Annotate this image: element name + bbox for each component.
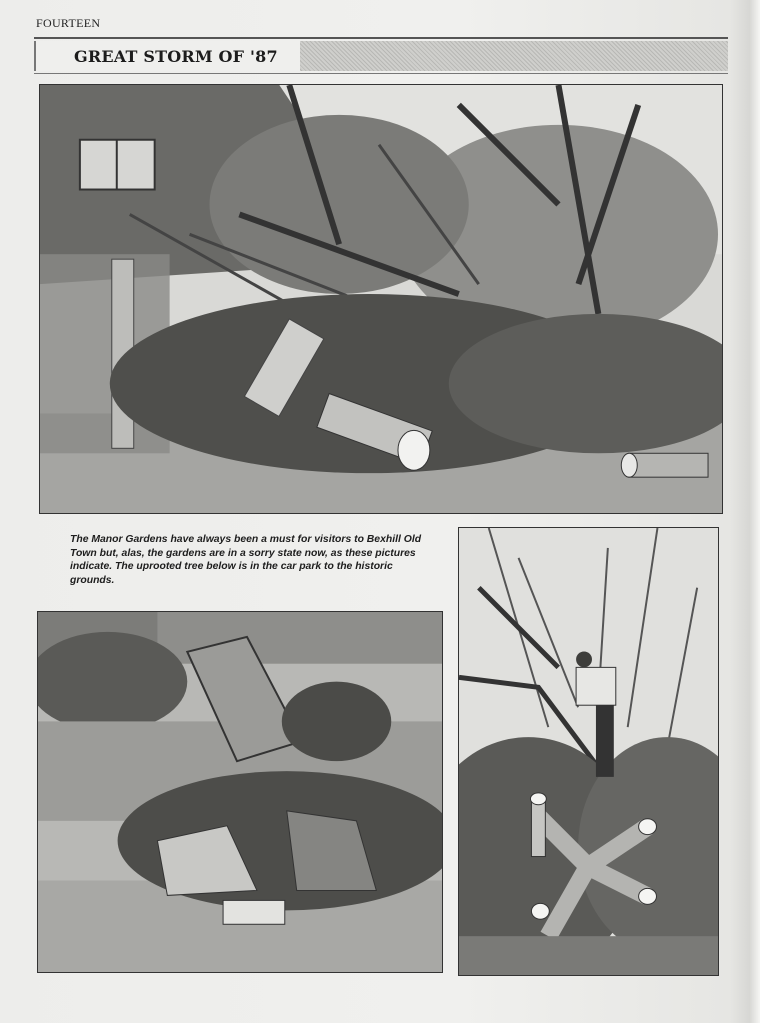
photo-man-on-fallen-tree xyxy=(458,527,719,976)
banner-bottom-rule xyxy=(34,73,728,74)
headline: GREAT STORM OF '87 xyxy=(74,46,278,66)
photo-uprooted-stump-image xyxy=(38,612,442,972)
section-label: FOURTEEN xyxy=(36,16,101,30)
photo-man-on-fallen-tree-image xyxy=(459,528,718,975)
headline-box xyxy=(34,41,300,71)
page-edge-shadow xyxy=(750,0,760,1023)
photo-caption: The Manor Gardens have always been a must for visitors to Bexhill Old Town but, alas, the gardens are in a sorry state now, as these pictures indicate. The uprooted tree below is in the car park to the historic grounds. xyxy=(70,534,422,586)
photo-uprooted-stump xyxy=(37,611,443,973)
photo-fallen-tree-house-image xyxy=(40,85,722,513)
banner-top-rule xyxy=(34,37,728,39)
photo-fallen-tree-house xyxy=(39,84,723,514)
